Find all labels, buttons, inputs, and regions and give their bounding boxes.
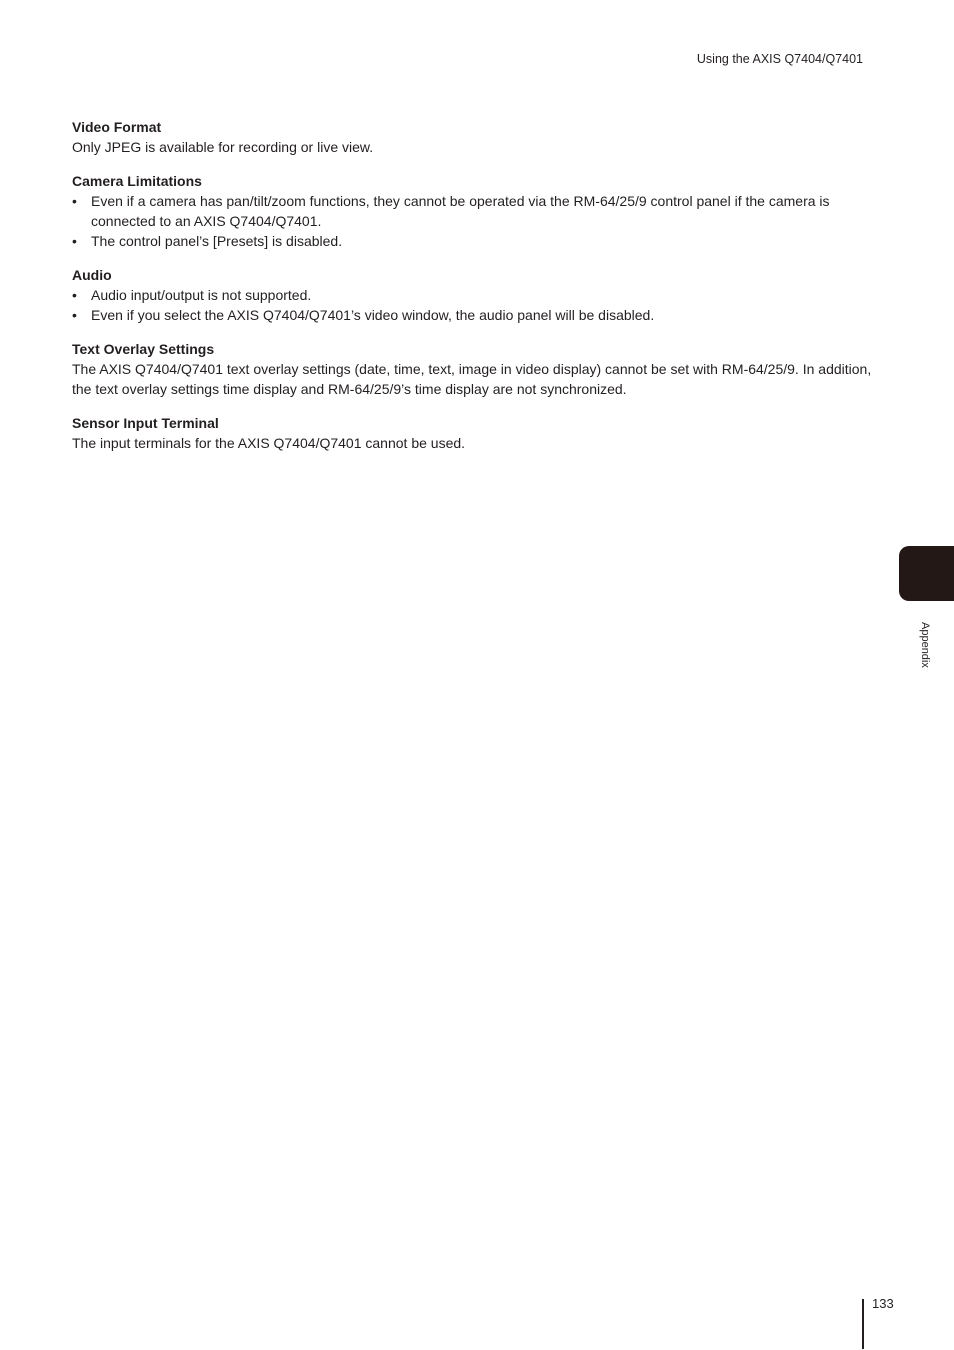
bullet-list (72, 285, 872, 325)
bullet-item (72, 191, 872, 231)
page-number: 133 (872, 1296, 894, 1311)
section-audio (72, 266, 872, 325)
bullet-icon: • (72, 287, 77, 303)
bullet-text: The control panel’s [Presets] is disabled. (91, 233, 343, 249)
section-paragraph: The AXIS Q7404/Q7401 text overlay settings (date, time, text, image in video display) cannot be set with RM-64/25/9. In addition, the text overlay settings time display and RM-64/25/9’s time display are not synchronized. (72, 361, 872, 397)
section-text-overlay-settings (72, 340, 872, 399)
bullet-icon: • (72, 233, 77, 249)
bullet-text: Even if you select the AXIS Q7404/Q7401’s video window, the audio panel will be disabled. (91, 307, 655, 323)
bullet-item (72, 285, 872, 305)
page-number-rule (862, 1299, 864, 1349)
bullet-item (72, 305, 872, 325)
section-camera-limitations (72, 172, 872, 251)
section-heading: Text Overlay Settings (72, 341, 215, 357)
bullet-icon: • (72, 193, 77, 209)
section-paragraph: The input terminals for the AXIS Q7404/Q7401 cannot be used. (72, 435, 466, 451)
section-sensor-input-terminal (72, 414, 872, 453)
section-heading: Sensor Input Terminal (72, 415, 219, 431)
bullet-item (72, 231, 872, 251)
bullet-list (72, 191, 872, 251)
document-body (72, 118, 872, 468)
chapter-side-label: Appendix (919, 622, 931, 668)
section-heading: Video Format (72, 119, 162, 135)
bullet-icon: • (72, 307, 77, 323)
bullet-text: Audio input/output is not supported. (91, 287, 312, 303)
running-header: Using the AXIS Q7404/Q7401 (696, 52, 863, 66)
section-video-format (72, 118, 872, 157)
section-heading: Camera Limitations (72, 173, 202, 189)
section-paragraph: Only JPEG is available for recording or live view. (72, 139, 374, 155)
bullet-text: Even if a camera has pan/tilt/zoom functions, they cannot be operated via the RM-64/25/9 control panel if the camera is connected to an AXIS Q7404/Q7401. (91, 193, 830, 229)
section-heading: Audio (72, 267, 112, 283)
chapter-tab (899, 546, 954, 601)
